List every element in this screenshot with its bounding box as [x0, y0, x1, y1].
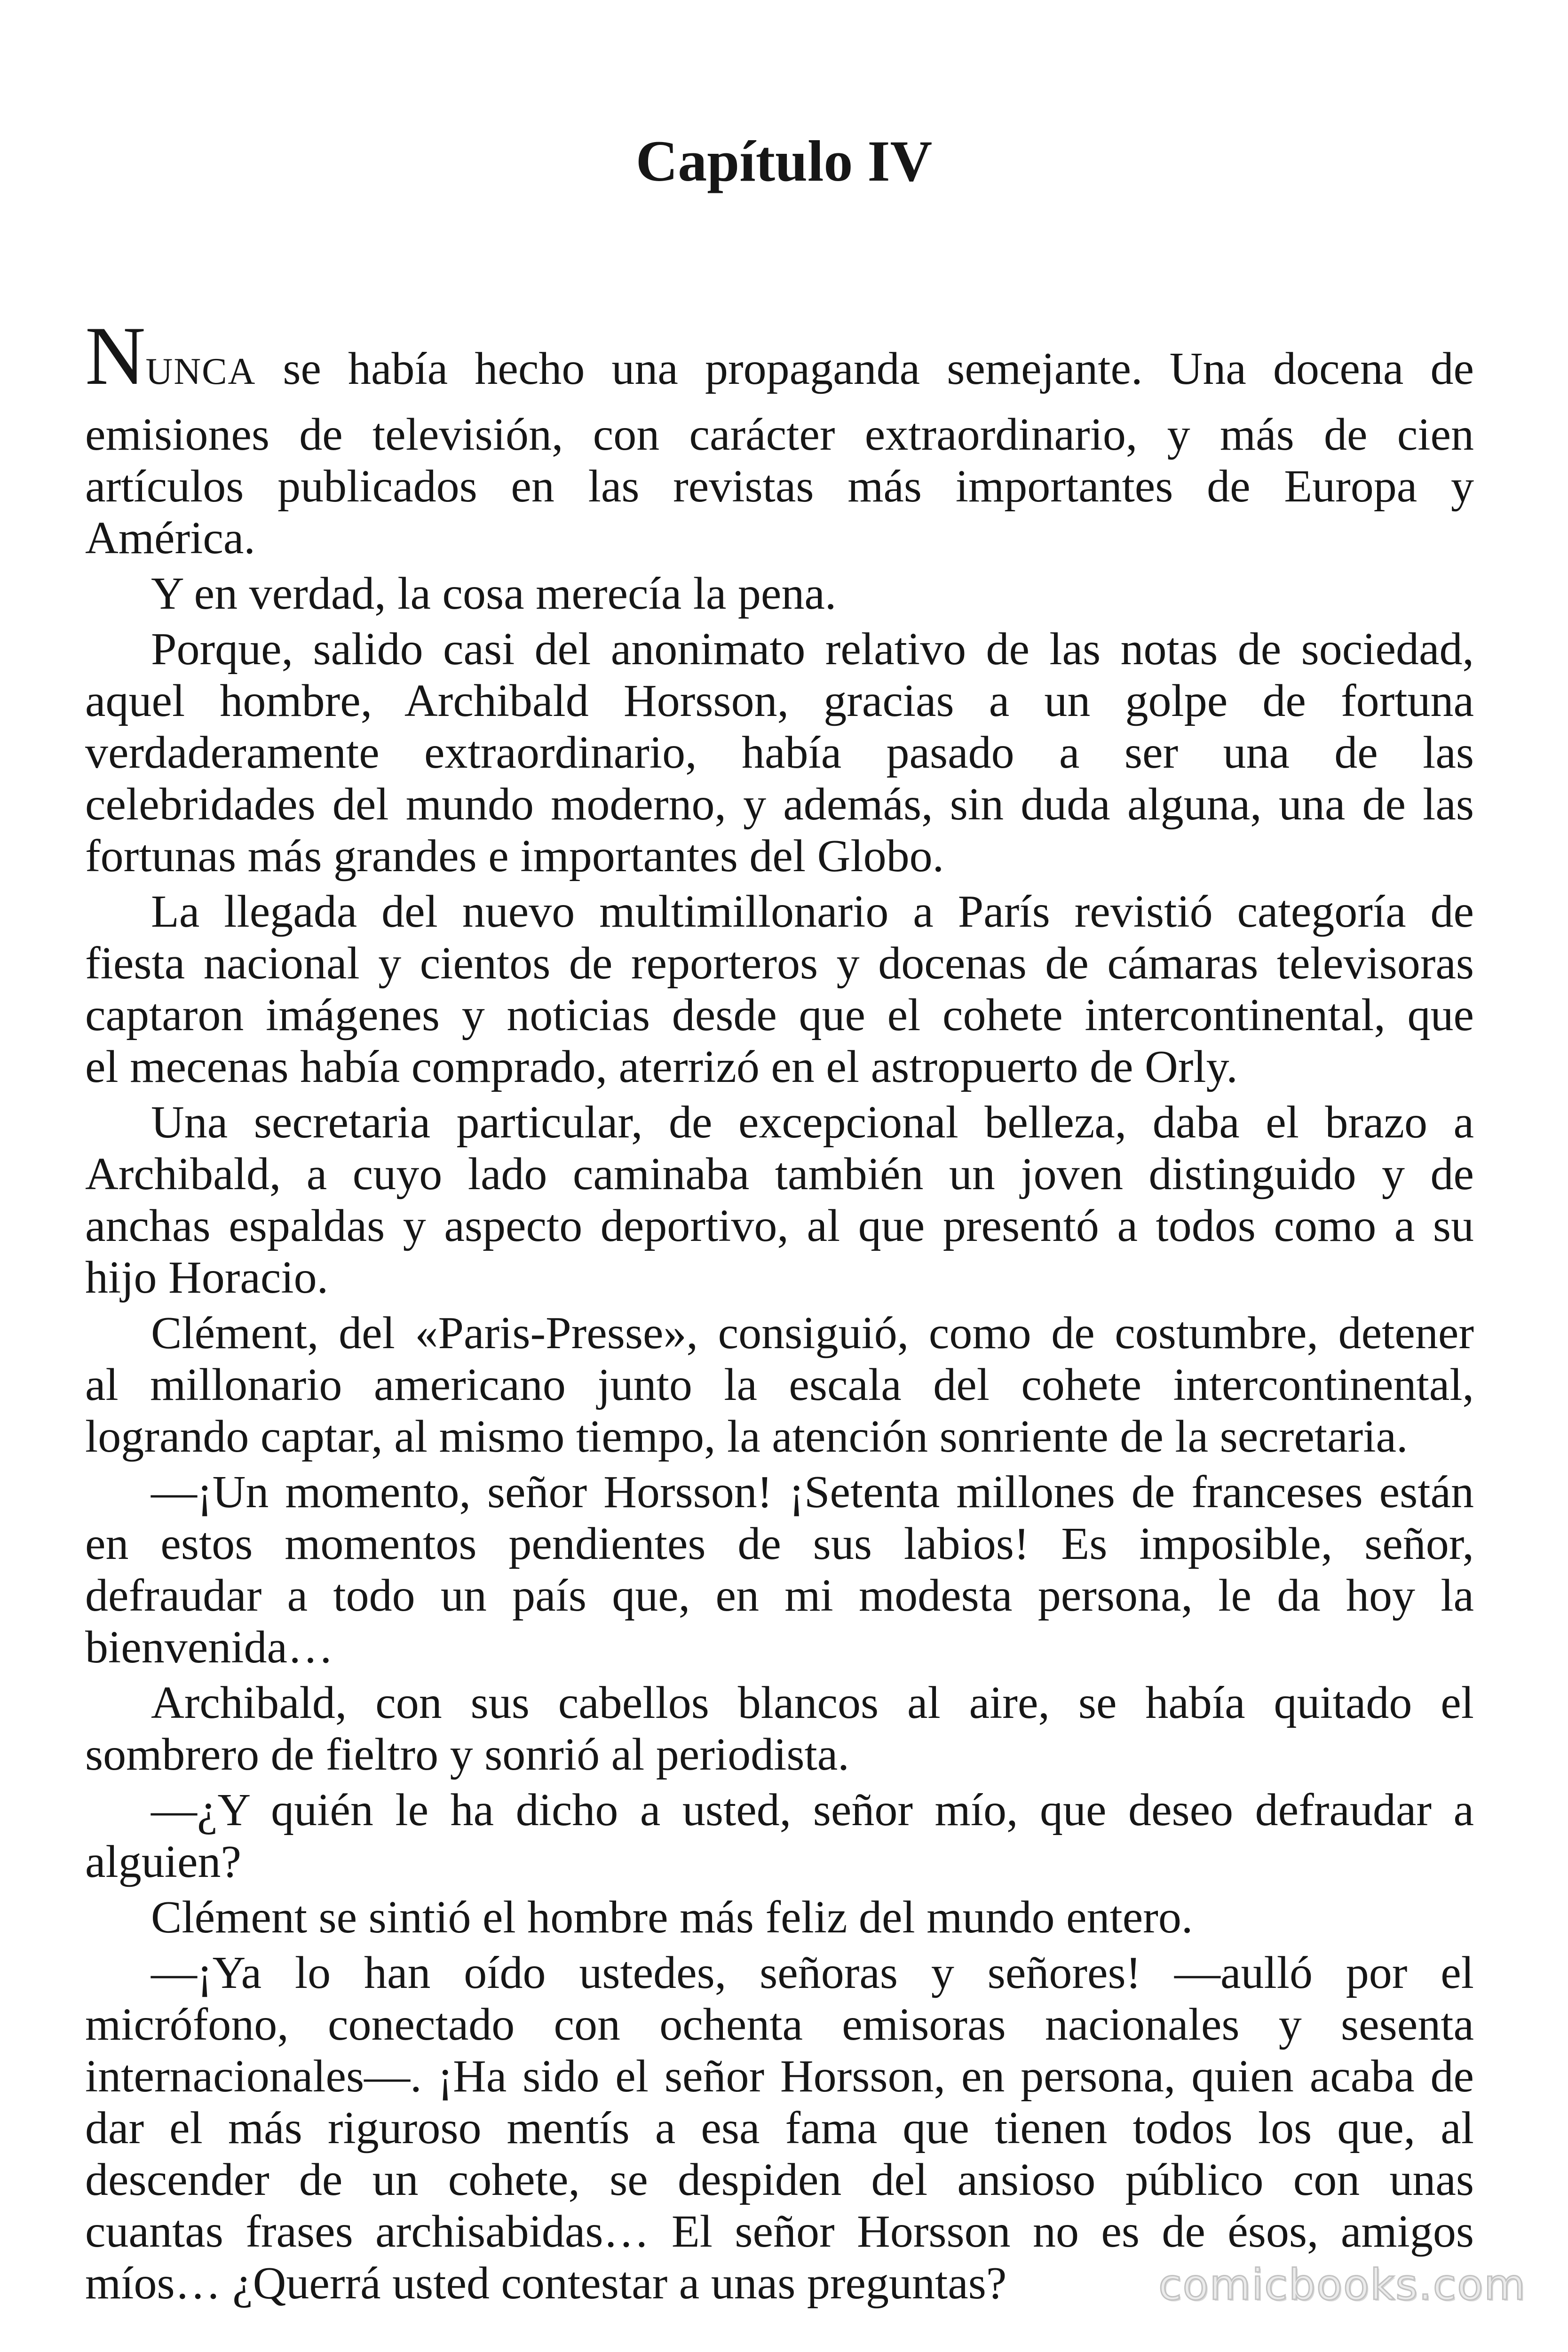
- paragraph: [85, 1677, 1474, 1780]
- text-line: anchas espaldas y aspecto deportivo, al que presentó a todos como a su: [85, 1200, 1474, 1251]
- text-line: dar el más riguroso mentís a esa fama que tienen todos los que, al: [85, 2103, 1474, 2153]
- text-line: emisiones de televisión, con carácter extraordinario, y más de cien: [85, 409, 1474, 460]
- text-line: Y en verdad, la cosa merecía la pena.: [151, 568, 837, 619]
- paragraph: [85, 1891, 1474, 1943]
- chapter-body: [85, 309, 1474, 2309]
- text-line: logrando captar, al mismo tiempo, la atención sonriente de la secretaria.: [85, 1411, 1408, 1462]
- text-line: Archibald, con sus cabellos blancos al aire, se había quitado el: [151, 1677, 1474, 1728]
- paragraph: [85, 1097, 1474, 1303]
- text-line: aquel hombre, Archibald Horsson, gracias a un golpe de fortuna: [85, 675, 1474, 726]
- text-line: en estos momentos pendientes de sus labios! Es imposible, señor,: [85, 1518, 1474, 1569]
- text-line: fiesta nacional y cientos de reporteros y docenas de cámaras televisoras: [85, 938, 1474, 989]
- text-line: —¿Y quién le ha dicho a usted, señor mío, que deseo defraudar a: [151, 1785, 1474, 1836]
- text-line: el mecenas había comprado, aterrizó en el astropuerto de Orly.: [85, 1041, 1238, 1092]
- paragraph: [85, 568, 1474, 620]
- text-line: —¡Ya lo han oído ustedes, señoras y señores! —aulló por el: [151, 1947, 1474, 1998]
- paragraph: [85, 1784, 1474, 1888]
- text-line: [85, 309, 1474, 402]
- text-line: Clément se sintió el hombre más feliz del mundo entero.: [151, 1892, 1193, 1943]
- text-line: al millonario americano junto la escala del cohete intercontinental,: [85, 1359, 1474, 1410]
- text-line: alguien?: [85, 1836, 241, 1887]
- text-line: captaron imágenes y noticias desde que el cohete intercontinental, que: [85, 990, 1474, 1041]
- paragraph: [85, 623, 1474, 882]
- paragraph: [85, 886, 1474, 1093]
- text-line: celebridades del mundo moderno, y además, sin duda alguna, una de las: [85, 779, 1474, 830]
- text-line: míos… ¿Querrá usted contestar a unas preguntas?: [85, 2258, 1007, 2309]
- drop-cap-initial: N: [85, 309, 146, 402]
- text-line: verdaderamente extraordinario, había pasado a ser una de las: [85, 727, 1474, 778]
- paragraph: [85, 1947, 1474, 2309]
- text-line: La llegada del nuevo multimillonario a París revistió categoría de: [151, 886, 1474, 937]
- text-line: América.: [85, 513, 255, 564]
- text-line: Porque, salido casi del anonimato relativo de las notas de sociedad,: [151, 624, 1474, 675]
- text-line: fortunas más grandes e importantes del Globo.: [85, 831, 944, 882]
- text-line: defraudar a todo un país que, en mi modesta persona, le da hoy la: [85, 1570, 1474, 1621]
- text-line: Una secretaria particular, de excepcional belleza, daba el brazo a: [151, 1097, 1474, 1148]
- text-line: bienvenida…: [85, 1622, 333, 1673]
- text-line: —¡Un momento, señor Horsson! ¡Setenta millones de franceses están: [151, 1467, 1474, 1518]
- line-text: se había hecho una propaganda semejante. Una docena de: [283, 343, 1474, 394]
- text-line: internacionales—. ¡Ha sido el señor Horsson, en persona, quien acaba de: [85, 2051, 1474, 2102]
- paragraph: [85, 1307, 1474, 1462]
- text-line: artículos publicados en las revistas más importantes de Europa y: [85, 461, 1474, 512]
- text-line: hijo Horacio.: [85, 1252, 329, 1303]
- chapter-title: Capítulo IV: [635, 129, 933, 193]
- paragraph: [85, 1466, 1474, 1673]
- small-caps-word: UNCA: [145, 351, 256, 392]
- paragraph: [85, 309, 1474, 564]
- text-line: Clément, del «Paris-Presse», consiguió, como de costumbre, detener: [151, 1308, 1474, 1359]
- text-line: sombrero de fieltro y sonrió al periodista.: [85, 1729, 849, 1780]
- text-line: cuantas frases archisabidas… El señor Horsson no es de ésos, amigos: [85, 2206, 1474, 2257]
- text-line: micrófono, conectado con ochenta emisoras nacionales y sesenta: [85, 1999, 1474, 2050]
- watermark: comicbooks.com: [1158, 2260, 1526, 2310]
- text-line: descender de un cohete, se despiden del ansioso público con unas: [85, 2154, 1474, 2205]
- text-line: Archibald, a cuyo lado caminaba también un joven distinguido y de: [85, 1149, 1474, 1200]
